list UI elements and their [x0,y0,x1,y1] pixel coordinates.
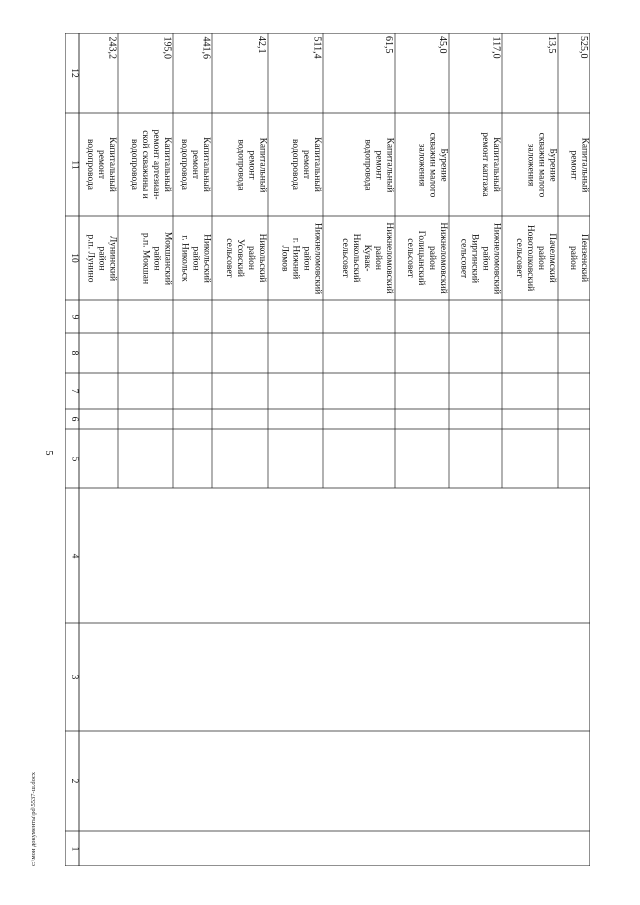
row-work-type: Капитальный ремонт [568,137,589,192]
row-district: Лунинский район р.п. Лунино [85,234,117,282]
column-header: 6 [69,416,79,422]
column-header: 2 [69,778,79,784]
column-header: 9 [69,314,79,319]
row-amount: 13,5 [546,36,557,54]
row-work-type: Капитальный ремонт водопровода [362,137,394,192]
column-header-cell [65,113,79,216]
row-work-type: Капитальный ремонт водопровода [85,137,117,192]
column-header-cell [65,33,79,113]
row-district: Нижнеломовский район Кувак- Никольский сельсовет [340,222,394,294]
row-district-cell [118,216,173,300]
row-amount: 45,0 [437,36,448,54]
row-amount: 42,1 [256,36,267,54]
row-district-cell [173,216,212,300]
column-header: 3 [69,674,79,680]
row-district-cell [268,216,323,300]
row-amount: 441,6 [200,36,211,59]
row-district: Никольский район Усовский сельсовет [224,233,267,283]
column-header-cell [65,831,79,866]
column-header-cell [65,300,79,333]
row-work-type: Капитальный ремонт артезиан- ской скважины и водопровода [129,129,172,200]
row-work-type-cell [173,113,212,216]
row-work-type: Капитальный ремонт водопровода [235,137,267,192]
column-header: 5 [69,456,79,461]
row-district-cell [558,216,590,300]
row-work-type: Капитальный ремонт каптажа [480,132,501,197]
row-district: Мокшанский район р.п. Мокшан [140,231,172,285]
row-amount-cell [79,33,118,113]
row-amount-cell [323,33,395,113]
row-work-type-cell [395,113,449,216]
row-district-cell [449,216,502,300]
column-header-cell [65,488,79,623]
row-work-type-cell [79,113,118,216]
page-number: 5 [43,450,54,456]
row-work-type-cell [212,113,268,216]
row-district: Никольский район г. Никольск [179,233,211,283]
column-header: 4 [69,553,79,558]
row-district-cell [79,216,118,300]
row-district: Пензенский район [568,233,589,283]
column-header-cell [65,333,79,373]
column-header-cell [65,623,79,731]
row-amount-cell [449,33,502,113]
column-header-cell [65,216,79,300]
footer-file-path: c:\мои документы\pd\5537-ш.docx [30,772,37,866]
row-work-type-cell [118,113,173,216]
row-district: Нижнеломовский район г. Нижний Ломов [279,222,322,294]
row-work-type: Капитальный ремонт водопровода [179,137,211,192]
row-amount: 61,5 [383,36,394,54]
column-header: 8 [69,350,79,356]
row-amount: 511,4 [311,36,322,59]
row-amount-cell [395,33,449,113]
column-header: 12 [69,68,79,78]
row-work-type-cell [268,113,323,216]
row-amount-cell [502,33,558,113]
row-work-type: Бурение скважин малого заложения [416,132,448,197]
data-table [65,33,590,866]
row-district: Пачелмский район Новотолковский сельсовет [514,224,557,292]
row-amount-cell [173,33,212,113]
row-amount-cell [558,33,590,113]
row-work-type: Бурение скважин малого заложения [525,132,557,197]
row-amount-cell [268,33,323,113]
row-amount: 243,2 [106,36,117,59]
row-amount-cell [118,33,173,113]
row-amount: 525,0 [578,36,589,59]
row-work-type-cell [323,113,395,216]
row-district-cell [212,216,268,300]
column-header: 7 [69,388,79,394]
row-amount-cell [212,33,268,113]
column-header-cell [65,429,79,488]
row-district-cell [395,216,449,300]
column-header-cell [65,731,79,831]
column-header: 10 [69,253,79,263]
row-work-type-cell [449,113,502,216]
row-amount: 117,0 [490,36,501,59]
column-header-cell [65,373,79,409]
row-work-type-cell [502,113,558,216]
row-district-cell [323,216,395,300]
column-header: 1 [69,846,79,851]
row-district: Нижнеломовский район Голицынский сельсовет [405,222,448,294]
column-header: 11 [69,159,79,170]
column-header-cell [65,409,79,429]
row-district: Нижнеломовский район Виргинский сельсовет [458,222,501,294]
row-district-cell [502,216,558,300]
row-work-type: Капитальный ремонт водопровода [290,137,322,192]
row-amount: 195,0 [161,36,172,59]
row-work-type-cell [558,113,590,216]
